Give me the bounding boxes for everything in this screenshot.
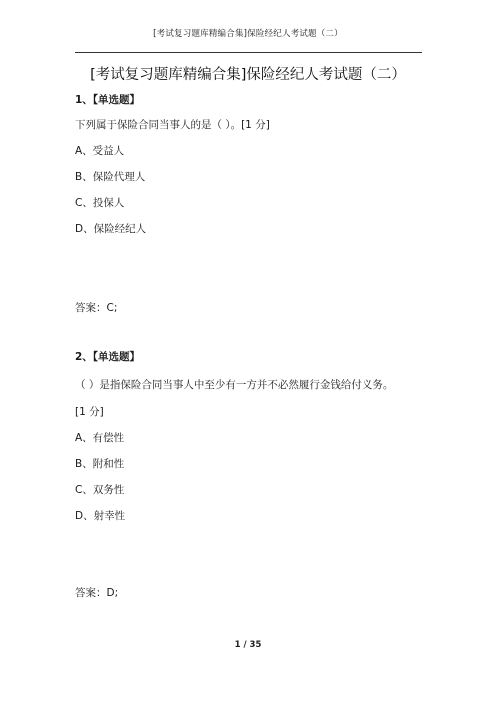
question-2-stem-line-1: （ ）是指保险合同当事人中至少有一方并不必然履行金钱给付义务。 [75,379,394,391]
question-2-answer: 答案：D; [75,587,119,599]
question-1-option-c: C、投保人 [75,197,125,209]
running-header: [考试复习题库精编合集]保险经纪人考试题（二） [153,29,343,39]
question-2-option-a: A、有偿性 [75,432,125,444]
question-2-stem-line-2: [1 分] [75,406,104,418]
question-1-stem: 下列属于保险合同当事人的是（ ）。[1 分] [75,119,270,131]
question-1-option-b: B、保险代理人 [75,171,146,183]
question-2-option-d: D、射幸性 [75,510,126,522]
question-1-option-a: A、受益人 [75,145,125,157]
question-1-answer: 答案：C; [75,302,118,314]
question-2-option-b: B、附和性 [75,458,125,470]
page-number: 1 / 35 [234,640,262,650]
document-title: [考试复习题库精编合集]保险经纪人考试题（二） [90,67,406,83]
header-divider [75,52,422,53]
question-2-option-c: C、双务性 [75,484,125,496]
question-1-heading: 1、【单选题】 [75,94,141,106]
question-2-heading: 2、【单选题】 [75,351,141,363]
question-1-option-d: D、保险经纪人 [75,223,147,235]
